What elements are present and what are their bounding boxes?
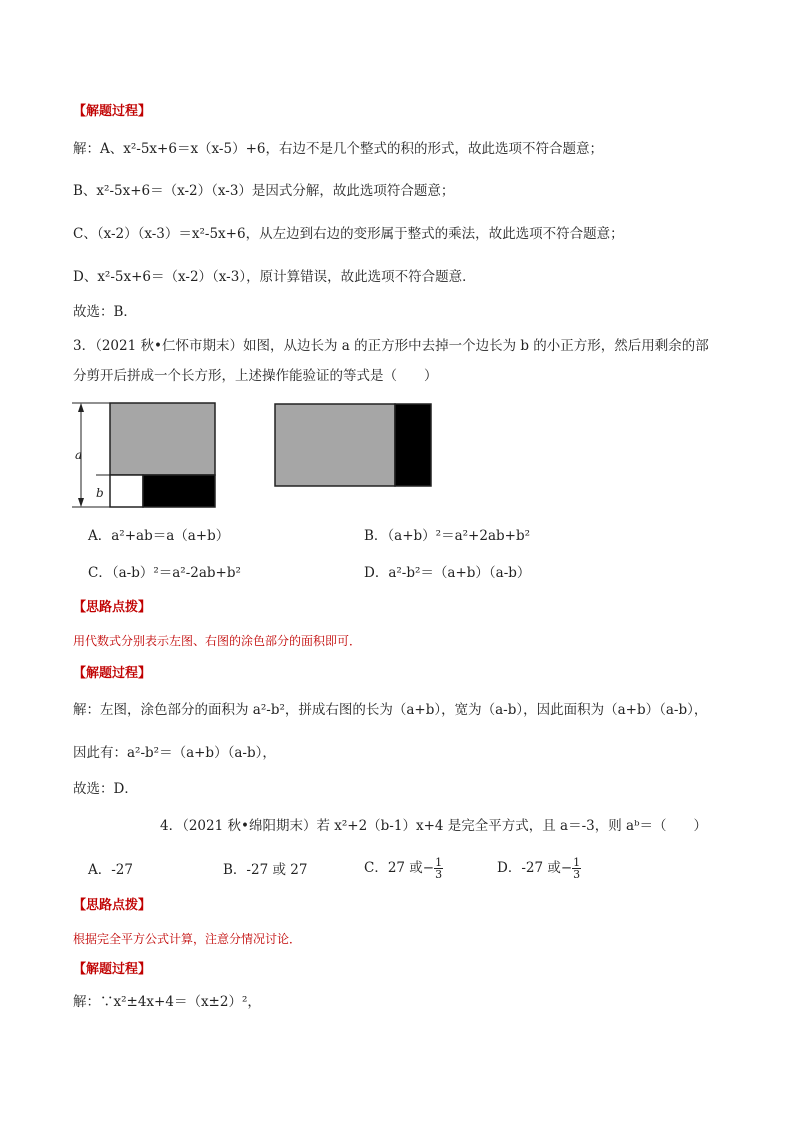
black-strip [395,404,431,486]
q4-option-b: B．-27 或 27 [223,862,308,878]
q3-option-c: C．（a-b）²＝a²-2ab+b² [88,565,241,581]
gray-rectangle [275,404,395,486]
q3-figure-right [272,402,436,490]
q4-option-d [497,857,581,880]
q4-solution-line1: 解：∵x²±4x+4＝（x±2）²， [73,994,261,1010]
solution-heading: 【解题过程】 [73,962,152,977]
q2-answer: 故选：B． [73,304,137,320]
q4-option-a: A．-27 [88,862,133,878]
q3-option-a: A．a²+ab＝a（a+b） [88,528,230,544]
q3-stem-line1: 3．（2021 秋•仁怀市期末）如图，从边长为 a 的正方形中去掉一个边长为 b 的小正方形，然后用剩余的部 [73,338,709,354]
q2-line-c: C、（x-2）（x-3）＝x²-5x+6，从左边到右边的变形属于整式的乘法，故此选项不符合题意； [73,226,624,242]
q3-figure-left [66,398,222,514]
q3-solution-line1: 解：左图，涂色部分的面积为 a²-b²，拼成右图的长为（a+b），宽为（a-b），因此面积为（a+b）（a-b）， [73,702,708,718]
q2-line-d: D、x²-5x+6＝（x-2）（x-3），原计算错误，故此选项不符合题意． [73,269,476,285]
solution-heading: 【解题过程】 [73,104,152,119]
q4-stem: 4．（2021 秋•绵阳期末）若 x²+2（b-1）x+4 是完全平方式，且 a＝-3，则 aᵇ＝（ ） [160,818,707,834]
gray-region [110,403,215,475]
fraction-one-third: $\frac{1}{3}$ [435,856,443,881]
q3-stem-line2: 分剪开后拼成一个长方形，上述操作能验证的等式是（ ） [73,368,438,384]
arrow-down-icon [78,498,84,507]
q4-option-c [364,857,443,880]
hint-heading: 【思路点拨】 [73,898,152,913]
q4-option-c-text: C．27 或− [364,860,435,876]
q4-hint: 根据完全平方公式计算，注意分情况讨论． [73,932,302,946]
solution-heading: 【解题过程】 [73,666,152,681]
black-region [143,475,215,507]
q3-hint: 用代数式分别表示左图、右图的涂色部分的面积即可． [73,634,362,648]
q3-option-d: D．a²-b²＝（a+b）（a-b） [364,565,531,581]
q4-option-d-text: D．-27 或− [497,860,573,876]
q3-answer: 故选：D． [73,781,138,797]
q3-solution-line2: 因此有：a²-b²＝（a+b）（a-b）， [73,745,276,761]
label-a: a [75,448,83,462]
q3-option-b: B．（a+b）²＝a²+2ab+b² [364,528,531,544]
label-b: b [96,486,104,500]
q2-line-b: B、x²-5x+6＝（x-2）（x-3）是因式分解，故此选项符合题意； [73,183,455,199]
fraction-one-third: $\frac{1}{3}$ [573,856,581,881]
hint-heading: 【思路点拨】 [73,600,152,615]
removed-square [110,475,143,507]
arrow-up-icon [78,403,84,412]
q2-line-a: 解：A、x²-5x+6＝x（x-5）+6，右边不是几个整式的积的形式，故此选项不符合题意； [73,141,603,157]
